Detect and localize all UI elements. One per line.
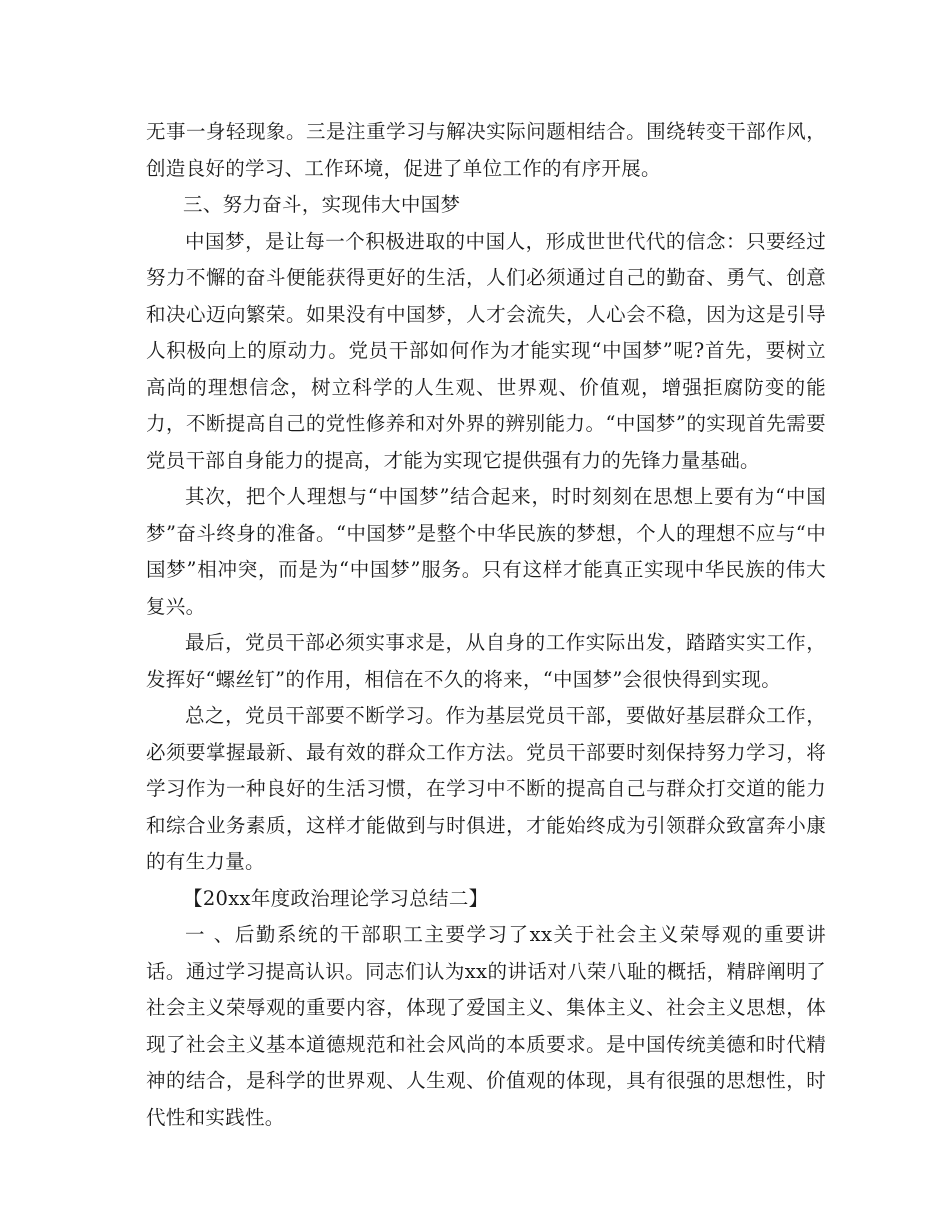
section-heading-three: 三、努力奋斗，实现伟大中国梦 <box>183 193 461 216</box>
paragraph-continuation: 无事一身轻现象。三是注重学习与解决实际问题相结合。围绕转变干部作风，创造良好的学习、工作环境，促进了单位工作的有序开展。 <box>146 120 826 180</box>
paragraph-secondly: 其次，把个人理想与“中国梦”结合起来，时时刻刻在思想上要有为“中国梦”奋斗终身的准备。“中国梦”是整个中华民族的梦想，个人的理想不应与“中国梦”相冲突，而是为“中国梦”服务。只有这样才能真正实现中华民族的伟大复兴。 <box>146 485 826 618</box>
paragraph-finally: 最后，党员干部必须实事求是，从自身的工作实际出发，踏踏实实工作，发挥好“螺丝钉”的作用，相信在不久的将来，“中国梦”会很快得到实现。 <box>146 631 826 691</box>
paragraph-point-one: 一 、后勤系统的干部职工主要学习了xx关于社会主义荣辱观的重要讲话。通过学习提高认识。同志们认为xx的讲话对八荣八耻的概括，精辟阐明了社会主义荣辱观的重要内容，体现了爱国主义、集体主义、社会主义思想，体现了社会主义基本道德规范和社会风尚的本质要求。是中国传统美德和时代精神的结合，是科学的世界观、人生观、价值观的体现，具有很强的思想性，时代性和实践性。 <box>146 923 826 1129</box>
paragraph-in-summary: 总之，党员干部要不断学习。作为基层党员干部，要做好基层群众工作，必须要掌握最新、最有效的群众工作方法。党员干部要时刻保持努力学习，将学习作为一种良好的生活习惯，在学习中不断的提高自己与群众打交道的能力和综合业务素质，这样才能做到与时俱进，才能始终成为引领群众致富奔小康的有生力量。 <box>146 704 826 873</box>
section-heading-summary-two: 【20xx年度政治理论学习总结二】 <box>183 886 489 910</box>
paragraph-china-dream-intro: 中国梦，是让每一个积极进取的中国人，形成世世代代的信念：只要经过努力不懈的奋斗便能获得更好的生活，人们必须通过自己的勤奋、勇气、创意和决心迈向繁荣。如果没有中国梦，人才会流失，人心会不稳，因为这是引导人积极向上的原动力。党员干部如何作为才能实现“中国梦”呢?首先，要树立高尚的理想信念，树立科学的人生观、世界观、价值观，增强拒腐防变的能力，不断提高自己的党性修养和对外界的辨别能力。“中国梦”的实现首先需要党员干部自身能力的提高，才能为实现它提供强有力的先锋力量基础。 <box>146 229 826 472</box>
document-body <box>146 114 826 1136</box>
